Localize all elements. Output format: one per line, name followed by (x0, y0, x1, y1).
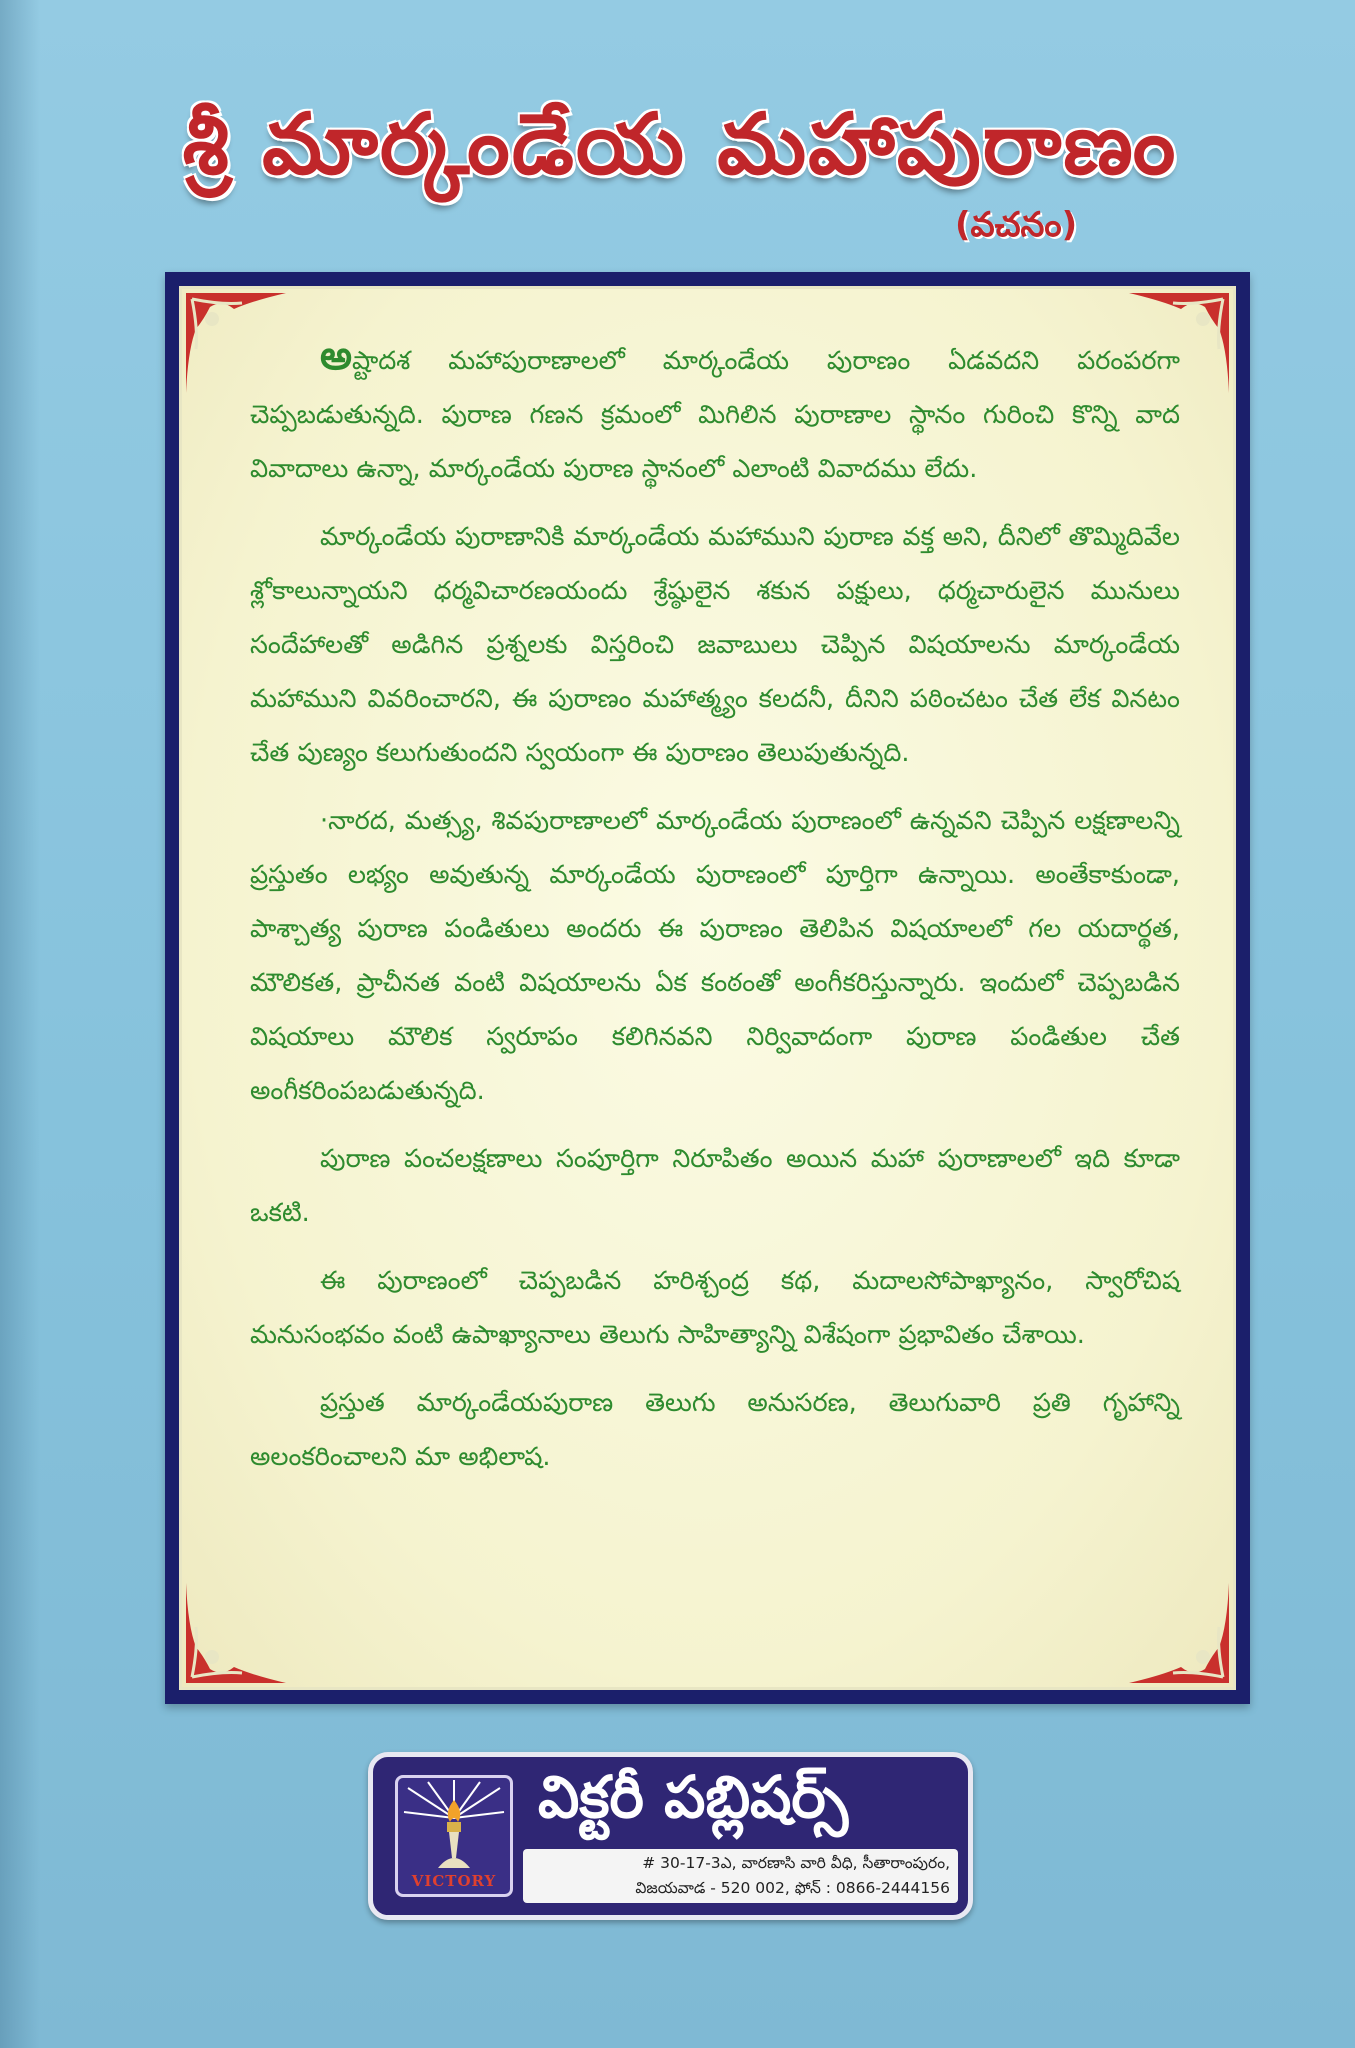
torch-icon (398, 1778, 510, 1878)
publisher-address (523, 1849, 958, 1903)
blurb-paragraph-3: ·నారద, మత్స్య, శివపురాణాలలో మార్కండేయ పురాణంలో ఉన్నవని చెప్పిన లక్షణాలన్ని ప్రస్తుతం లభ్యం అవుతున్న మార్కండేయ పురాణంలో పూర్తిగా ఉన్నాయి. అంతేకాకుండా, పాశ్చాత్య పురాణ పండితులు అందరు ఈ పురాణం తెలిపిన విషయాలలో గల యదార్థత, మౌలికత, ప్రాచీనత వంటి విషయాలను ఏక కంఠంతో అంగీకరిస్తున్నారు. ఇందులో చెప్పబడిన విషయాలు మౌలిక స్వరూపం కలిగినవని నిర్వివాదంగా పురాణ పండితుల చేత అంగీకరింపబడుతున్నది. (250, 806, 1180, 1106)
publisher-address-line-1: # 30-17-3ఎ, వారణాసి వారి వీధి, సీతారాంపురం, (642, 1854, 950, 1872)
blurb-paragraph-4: పురాణ పంచలక్షణాలు సంపూర్తిగా నిరూపితం అయిన మహా పురాణాలలో ఇది కూడా ఒకటి. (250, 1144, 1180, 1228)
publisher-name: విక్టరీ పబ్లిషర్స్ (538, 1763, 849, 1831)
blurb-panel-inner (179, 286, 1236, 1690)
book-subtitle: (వచనం) (955, 205, 1078, 245)
publisher-address-line-2: విజయవాడ - 520 002, ఫోన్ : 0866-2444156 (635, 1879, 950, 1897)
publisher-logo (395, 1775, 513, 1897)
blurb-paragraph-6: ప్రస్తుత మార్కండేయపురాణ తెలుగు అనుసరణ, తెలుగువారి ప్రతి గృహాన్ని అలంకరించాలని మా అభిలాష. (250, 1388, 1180, 1472)
blurb-paragraph-2: మార్కండేయ పురాణానికి మార్కండేయ మహాముని పురాణ వక్త అని, దీనిలో తొమ్మిదివేల శ్లోకాలున్నాయని ధర్మవిచారణయందు శ్రేష్ఠులైన శకున పక్షులు, ధర్మచారులైన మునులు సందేహాలతో అడిగిన ప్రశ్నలకు విస్తరించి జవాబులు చెప్పిన విషయాలను మార్కండేయ మహాముని వివరించారని, ఈ పురాణం మహాత్మ్యం కలదనీ, దీనిని పఠించటం చేత లేక వినటం చేత పుణ్యం కలుగుతుందని స్వయంగా ఈ పురాణం తెలుపుతున్నది. (250, 522, 1180, 768)
blurb-text (250, 329, 1180, 1498)
corner-ornament-icon (182, 1577, 292, 1687)
publisher-logo-text: VICTORY (411, 1872, 497, 1890)
blurb-paragraph-1 (250, 329, 1180, 496)
blurb-paragraph-1-text: ష్టాదశ మహాపురాణాలలో మార్కండేయ పురాణం ఏడవదని పరంపరగా చెప్పబడుతున్నది. పురాణ గణన క్రమంలో మిగిలిన పురాణాల స్థానం గురించి కొన్ని వాద వివాదాలు ఉన్నా, మార్కండేయ పురాణ స్థానంలో ఎలాంటి వివాదము లేదు. (250, 346, 1180, 484)
publisher-badge (368, 1752, 973, 1920)
corner-ornament-icon (1123, 1577, 1233, 1687)
drop-cap: అ (320, 333, 352, 379)
blurb-paragraph-5: ఈ పురాణంలో చెప్పబడిన హరిశ్చంద్ర కథ, మదాలసోపాఖ్యానం, స్వారోచిష మనుసంభవం వంటి ఉపాఖ్యానాలు తెలుగు సాహిత్యాన్ని విశేషంగా ప్రభావితం చేశాయి. (250, 1266, 1180, 1350)
spine-shadow (0, 0, 40, 2048)
blurb-panel (165, 272, 1250, 1704)
book-title: శ్రీ మార్కండేయ మహాపురాణం (182, 95, 1178, 193)
